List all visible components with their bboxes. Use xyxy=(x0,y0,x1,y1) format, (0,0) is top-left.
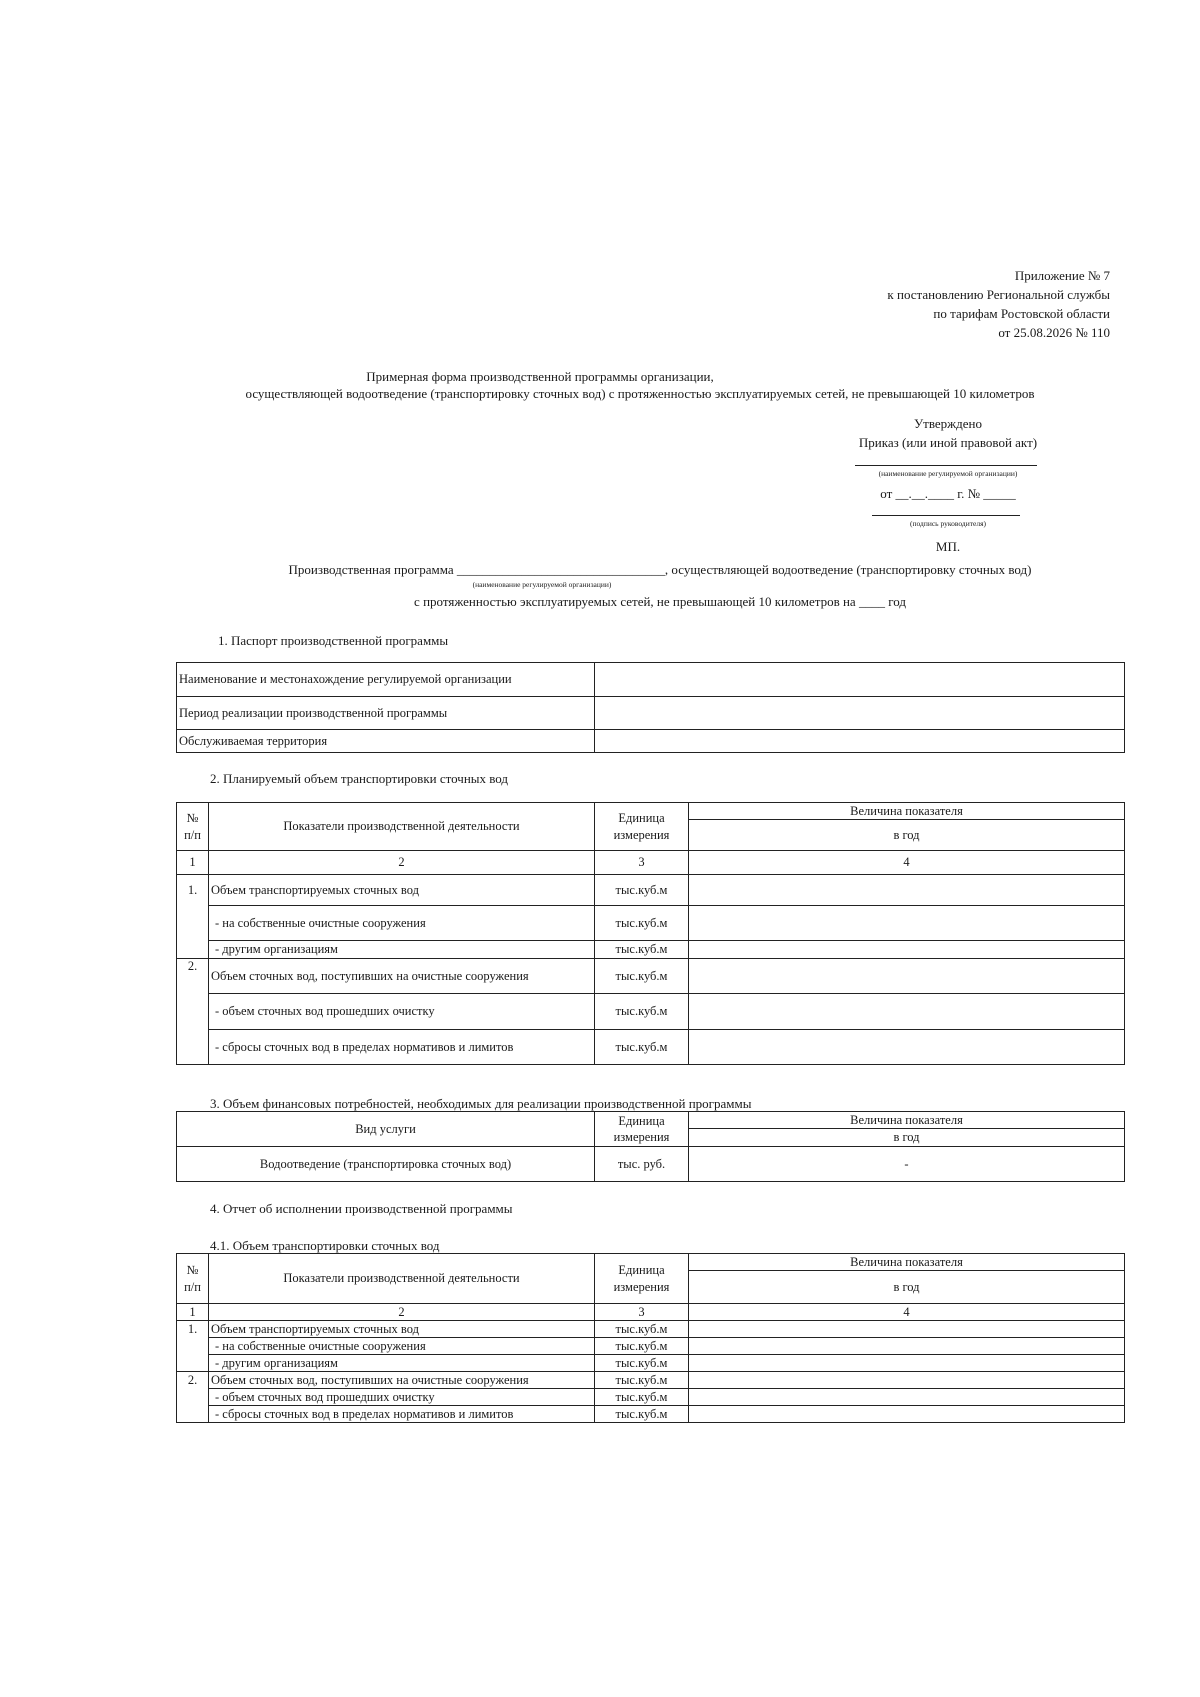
org-name-caption: (наименование регулируемой организации) xyxy=(878,469,1018,478)
financial-needs-table xyxy=(176,1111,1125,1182)
program-heading-caption: (наименование регулируемой организации) xyxy=(472,580,612,589)
table-row xyxy=(177,1372,1125,1389)
col-number: 4 xyxy=(689,1304,1125,1321)
row-value[interactable] xyxy=(689,941,1125,959)
header-value-label: Величина показателя xyxy=(689,1254,1124,1271)
signature-caption: (подпись руководителя) xyxy=(909,519,987,528)
header-value-label: Величина показателя xyxy=(689,803,1124,820)
col-number: 1 xyxy=(177,1304,209,1321)
table-row xyxy=(177,959,1125,994)
row-value[interactable] xyxy=(689,959,1125,994)
appendix-line-3: по тарифам Ростовской области xyxy=(933,306,1110,321)
row-unit: тыс.куб.м xyxy=(595,994,689,1030)
section1-title: 1. Паспорт производственной программы xyxy=(218,633,449,648)
header-unit: Единица измерения xyxy=(595,1112,689,1147)
row-name: - другим организациям xyxy=(209,1355,595,1372)
row-name: - объем сточных вод прошедших очистку xyxy=(209,994,595,1030)
table-row xyxy=(177,906,1125,941)
header-unit: Единица измерения xyxy=(595,803,689,851)
appendix-line-2: к постановлению Региональной службы xyxy=(887,287,1110,302)
row-unit: тыс. руб. xyxy=(595,1147,689,1182)
section4-subtitle: 4.1. Объем транспортировки сточных вод xyxy=(210,1238,440,1253)
header-indicators: Показатели производственной деятельности xyxy=(209,1254,595,1304)
table-row xyxy=(177,1321,1125,1338)
section4-title: 4. Отчет об исполнении производственной программы xyxy=(210,1201,513,1216)
row-name: - объем сточных вод прошедших очистку xyxy=(209,1389,595,1406)
table-header-row xyxy=(177,1254,1125,1304)
table-row xyxy=(177,994,1125,1030)
row-name: - сбросы сточных вод в пределах нормативов и лимитов xyxy=(209,1030,595,1065)
passport-row-label: Наименование и местонахождение регулируемой организации xyxy=(177,663,595,697)
col-number: 2 xyxy=(209,1304,595,1321)
header-per-year: в год xyxy=(893,1280,920,1294)
row-service: Водоотведение (транспортировка сточных вод) xyxy=(177,1147,595,1182)
row-name: - на собственные очистные сооружения xyxy=(209,1338,595,1355)
row-name: - другим организациям xyxy=(209,941,595,959)
row-name: - сбросы сточных вод в пределах нормативов и лимитов xyxy=(209,1406,595,1423)
row-num: 1. xyxy=(177,875,209,906)
row-value[interactable]: - xyxy=(689,1147,1125,1182)
table-header-row xyxy=(177,803,1125,851)
row-value[interactable] xyxy=(689,1030,1125,1065)
row-name: Объем сточных вод, поступивших на очистные сооружения xyxy=(209,1372,595,1389)
row-num xyxy=(177,1389,209,1406)
col-number: 1 xyxy=(177,851,209,875)
row-num xyxy=(177,1030,209,1065)
org-name-line xyxy=(855,465,1037,466)
row-num: 2. xyxy=(177,1372,209,1389)
row-unit: тыс.куб.м xyxy=(595,1372,689,1389)
row-num xyxy=(177,906,209,941)
row-name: Объем сточных вод, поступивших на очистные сооружения xyxy=(209,959,595,994)
table-row xyxy=(177,941,1125,959)
row-unit: тыс.куб.м xyxy=(595,1355,689,1372)
passport-row xyxy=(177,663,1125,697)
header-value xyxy=(689,1112,1125,1147)
passport-table xyxy=(176,662,1125,753)
row-num: 1. xyxy=(177,1321,209,1338)
passport-row xyxy=(177,730,1125,753)
section3-title: 3. Объем финансовых потребностей, необходимых для реализации производственной программы xyxy=(210,1096,752,1111)
seal-label: МП. xyxy=(935,539,961,554)
passport-row-label: Обслуживаемая территория xyxy=(177,730,595,753)
approved-label: Утверждено xyxy=(913,416,983,431)
passport-row-label: Период реализации производственной программы xyxy=(177,697,595,730)
date-number-line: от __.__.____ г. № _____ xyxy=(880,486,1016,501)
planned-volume-table xyxy=(176,802,1125,1065)
row-num xyxy=(177,994,209,1030)
table-row xyxy=(177,1406,1125,1423)
header-value xyxy=(689,803,1125,851)
signature-line xyxy=(872,515,1020,516)
header-indicators: Показатели производственной деятельности xyxy=(209,803,595,851)
row-num xyxy=(177,1355,209,1372)
header-num: № п/п xyxy=(177,1254,209,1304)
row-value[interactable] xyxy=(689,1389,1125,1406)
row-unit: тыс.куб.м xyxy=(595,1389,689,1406)
table-header-row xyxy=(177,1112,1125,1147)
table-row xyxy=(177,875,1125,906)
passport-row-value[interactable] xyxy=(595,697,1125,730)
column-number-row xyxy=(177,851,1125,875)
column-number-row xyxy=(177,1304,1125,1321)
col-number: 3 xyxy=(595,851,689,875)
row-name: - на собственные очистные сооружения xyxy=(209,906,595,941)
row-value[interactable] xyxy=(689,1338,1125,1355)
row-value[interactable] xyxy=(689,1355,1125,1372)
appendix-line-4: от 25.08.2026 № 110 xyxy=(998,325,1110,340)
row-unit: тыс.куб.м xyxy=(595,875,689,906)
passport-row-value[interactable] xyxy=(595,663,1125,697)
row-value[interactable] xyxy=(689,875,1125,906)
header-num: № п/п xyxy=(177,803,209,851)
table-row xyxy=(177,1389,1125,1406)
form-title-line-1: Примерная форма производственной программы организации, xyxy=(366,369,714,384)
row-num xyxy=(177,1406,209,1423)
row-value[interactable] xyxy=(689,1372,1125,1389)
row-value[interactable] xyxy=(689,906,1125,941)
passport-row-value[interactable] xyxy=(595,730,1125,753)
row-unit: тыс.куб.м xyxy=(595,1338,689,1355)
table-row xyxy=(177,1338,1125,1355)
row-value[interactable] xyxy=(689,1406,1125,1423)
form-title-line-2: осуществляющей водоотведение (транспортировку сточных вод) с протяженностью эксплуатируемых сетей, не превышающей 10 километров xyxy=(245,386,1035,401)
row-num xyxy=(177,1338,209,1355)
passport-row xyxy=(177,697,1125,730)
program-heading-line-1: Производственная программа ________________________________, осуществляющей водоотведение (транспортировку сточных вод) xyxy=(288,562,1032,577)
row-unit: тыс.куб.м xyxy=(595,941,689,959)
row-unit: тыс.куб.м xyxy=(595,1321,689,1338)
appendix-block xyxy=(690,266,1110,342)
table-row xyxy=(177,1147,1125,1182)
header-per-year: в год xyxy=(893,828,920,842)
appendix-line-1: Приложение № 7 xyxy=(1014,268,1110,283)
row-unit: тыс.куб.м xyxy=(595,959,689,994)
col-number: 3 xyxy=(595,1304,689,1321)
row-name: Объем транспортируемых сточных вод xyxy=(209,875,595,906)
header-unit: Единица измерения xyxy=(595,1254,689,1304)
row-num: 2. xyxy=(177,959,209,994)
row-unit: тыс.куб.м xyxy=(595,1030,689,1065)
row-value[interactable] xyxy=(689,1321,1125,1338)
row-unit: тыс.куб.м xyxy=(595,906,689,941)
row-name: Объем транспортируемых сточных вод xyxy=(209,1321,595,1338)
program-heading-line-2: с протяженностью эксплуатируемых сетей, не превышающей 10 километров на ____ год xyxy=(414,594,906,609)
order-label: Приказ (или иной правовой акт) xyxy=(858,435,1038,450)
table-row xyxy=(177,1030,1125,1065)
row-value[interactable] xyxy=(689,994,1125,1030)
header-service: Вид услуги xyxy=(177,1112,595,1147)
header-value xyxy=(689,1254,1125,1304)
row-num xyxy=(177,941,209,959)
col-number: 4 xyxy=(689,851,1125,875)
table-row xyxy=(177,1355,1125,1372)
row-unit: тыс.куб.м xyxy=(595,1406,689,1423)
col-number: 2 xyxy=(209,851,595,875)
header-value-label: Величина показателя xyxy=(689,1112,1124,1129)
header-per-year: в год xyxy=(893,1130,920,1144)
report-volume-table xyxy=(176,1253,1125,1423)
section2-title: 2. Планируемый объем транспортировки сточных вод xyxy=(210,771,509,786)
